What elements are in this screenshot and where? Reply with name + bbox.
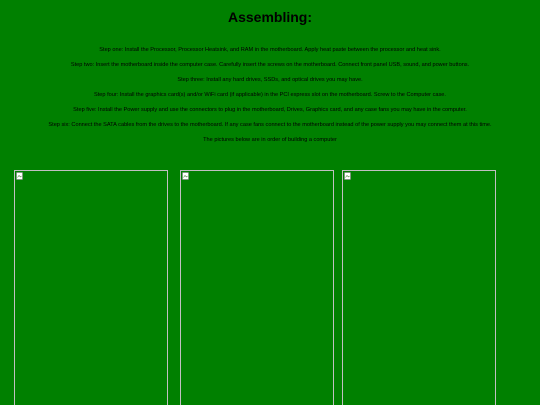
step-three-text: Step three: Install any hard drives, SSDs, and optical drives you may have.	[177, 77, 363, 83]
step-one-text: Step one: Install the Processor, Processor Heatsink, and RAM in the motherboard. Apply heat paste between the processor and heat sink.	[99, 47, 441, 53]
build-image-1	[14, 170, 168, 405]
broken-image-icon	[182, 172, 189, 180]
broken-image-icon	[16, 172, 23, 180]
build-image-2	[180, 170, 334, 405]
build-image-3	[342, 170, 496, 405]
step-six-text: Step six: Connect the SATA cables from the drives to the motherboard. If any case fans connect to the motherboard instead of the power supply you may connect them at this time.	[48, 122, 492, 128]
step-five-text: Step five: Install the Power supply and use the connectors to plug in the motherboard, Drives, Graphics card, and any case fans you may have in the computer.	[73, 107, 467, 113]
step-two-text: Step two: Insert the motherboard inside the computer case. Carefully insert the screws on the motherboard. Connect front panel USB, sound, and power buttons.	[70, 62, 470, 68]
step-four-text: Step four: Install the graphics card(s) and/or WiFi card (if applicable) in the PCI express slot on the motherboard. Screw to the Computer case.	[94, 92, 446, 98]
page-title: Assembling:	[227, 9, 312, 25]
broken-image-icon	[344, 172, 351, 180]
steps-section	[6, 47, 534, 152]
pictures-note: The pictures below are in order of building a computer	[203, 137, 337, 143]
